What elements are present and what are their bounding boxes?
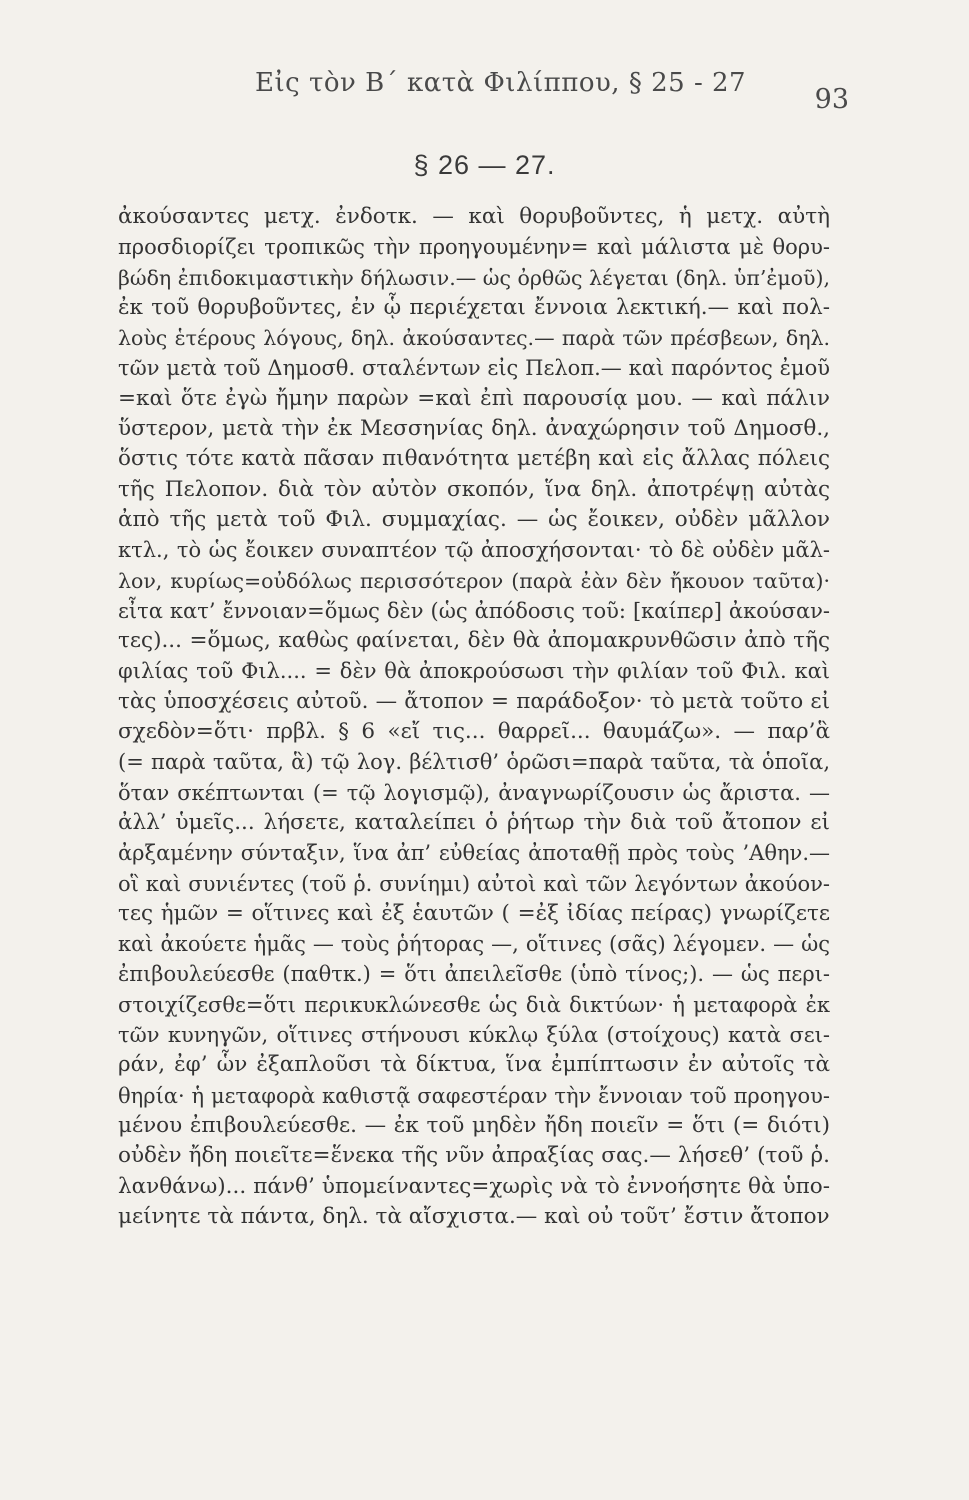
text-line: τες)... =ὅμως, καθὼς φαίνεται, δὲν θὰ ἀπομακρυνθῶσιν ἀπὸ τῆς (118, 628, 830, 654)
text-line: λον, κυρίως=οὐδόλως περισσότερον (παρὰ ἐὰν δὲν ἤκουον ταῦτα)· (118, 568, 830, 593)
text-line: ἀρξαμένην σύνταξιν, ἵνα ἀπ’ εὐθείας ἀποταθῇ πρὸς τοὺς ’Αθην.— (118, 841, 830, 866)
text-line: ὅστις τότε κατὰ πᾶσαν πιθανότητα μετέβη καὶ εἰς ἄλλας πόλεις (118, 446, 830, 472)
text-line: τῶν κυνηγῶν, οἵτινες στήνουσι κύκλῳ ξύλα (στοίχους) κατὰ σει- (118, 1023, 830, 1048)
text-line: τες ἡμῶν = οἵτινες καὶ ἐξ ἑαυτῶν ( =ἐξ ἰδίας πείρας) γνωρίζετε (118, 900, 830, 926)
running-title: Εἰς τὸν Β΄ κατὰ Φιλίππου, § 25 - 27 (255, 68, 747, 98)
text-line: στοιχίζεσθε=ὅτι περικυκλώνεσθε ὡς διὰ δικτύων· ἡ μεταφορὰ ἐκ (118, 992, 830, 1017)
text-line: σχεδὸν=ὅτι· πρβλ. § 6 «εἴ τις... θαρρεῖ... θαυμάζω». — παρ’ἃ (118, 719, 830, 745)
text-line: τὰς ὑποσχέσεις αὐτοῦ. — ἄτοπον = παράδοξον· τὸ μετὰ τοῦτο εἰ (118, 688, 830, 714)
text-line: λοὺς ἑτέρους λόγους, δηλ. ἀκούσαντες.— παρὰ τῶν πρέσβεων, δηλ. (118, 326, 830, 351)
text-line: ἐπιβουλεύεσθε (παθτκ.) = ὅτι ἀπειλεῖσθε (ὑπὸ τίνος;). — ὡς περι- (118, 962, 830, 987)
text-line: ἐκ τοῦ θορυβοῦντες, ἐν ᾧ περιέχεται ἔννοια λεκτική.— καὶ πολ- (118, 294, 830, 320)
text-line: τῆς Πελοπον. διὰ τὸν αὐτὸν σκοπόν, ἵνα δηλ. ἀποτρέψῃ αὐτὰς (118, 476, 830, 502)
text-line: ὅταν σκέπτωνται (= τῷ λογισμῷ), ἀναγνωρίζουσιν ὡς ἄριστα. — (118, 780, 830, 805)
text-line: κτλ., τὸ ὡς ἔοικεν συναπτέον τῷ ἀποσχήσονται· τὸ δὲ οὐδὲν μᾶλ- (118, 538, 830, 563)
text-line: καὶ ἀκούετε ἡμᾶς — τοὺς ῥήτορας —, οἵτινες (σᾶς) λέγομεν. — ὡς (118, 932, 830, 957)
text-line: βώδη ἐπιδοκιμαστικὴν δήλωσιν.— ὡς ὀρθῶς λέγεται (δηλ. ὑπ’ἐμοῦ), (118, 265, 830, 290)
text-line: ἀλλ’ ὑμεῖς... λήσετε, καταλείπει ὁ ῥήτωρ τὴν διὰ τοῦ ἄτοπον εἰ (118, 809, 830, 835)
text-line: εἶτα κατ’ ἔννοιαν=ὅμως δὲν (ὡς ἀπόδοσις τοῦ: [καίπερ] ἀκούσαν- (118, 598, 830, 623)
text-line: θηρία· ἡ μεταφορὰ καθιστᾷ σαφεστέραν τὴν ἔννοιαν τοῦ προηγου- (118, 1083, 830, 1108)
text-line: =καὶ ὅτε ἐγὼ ἤμην παρὼν =καὶ ἐπὶ παρουσίᾳ μου. — καὶ πάλιν (118, 385, 830, 411)
text-line: ράν, ἐφ’ ὧν ἐξαπλοῦσι τὰ δίκτυα, ἵνα ἐμπίπτωσιν ἐν αὐτοῖς τὰ (118, 1052, 830, 1078)
text-line: λανθάνω)... πάνθ’ ὑπομείναντες=χωρὶς νὰ τὸ ἐννοήσητε θὰ ὑπο- (118, 1173, 830, 1199)
running-header (0, 68, 969, 115)
text-line: ἀπὸ τῆς μετὰ τοῦ Φιλ. συμμαχίας. — ὡς ἔοικεν, οὐδὲν μᾶλλον (118, 506, 830, 532)
page-number: 93 (814, 84, 849, 115)
commentary-text (118, 202, 830, 1232)
text-line: προσδιορίζει τροπικῶς τὴν προηγουμένην= καὶ μάλιστα μὲ θορυ- (118, 235, 830, 260)
text-line: μείνητε τὰ πάντα, δηλ. τὰ αἴσχιστα.— καὶ οὐ τοῦτ’ ἔστιν ἄτοπον (118, 1203, 830, 1229)
text-line: ἀκούσαντες μετχ. ἐνδοτκ. — καὶ θορυβοῦντες, ἡ μετχ. αὐτὴ (118, 204, 830, 229)
text-line: φιλίας τοῦ Φιλ.... = δὲν θὰ ἀποκρούσωσι τὴν φιλίαν τοῦ Φιλ. καὶ (118, 659, 830, 684)
text-line: οὐδὲν ἤδη ποιεῖτε=ἕνεκα τῆς νῦν ἀπραξίας σας.— λήσεθ’ (τοῦ ῥ. (118, 1143, 830, 1169)
text-line: ὕστερον, μετὰ τὴν ἐκ Μεσσηνίας δηλ. ἀναχώρησιν τοῦ Δημοσθ., (118, 416, 830, 442)
text-line: (= παρὰ ταῦτα, ἃ) τῷ λογ. βέλτισθ’ ὁρῶσι=παρὰ ταῦτα, τὰ ὁποῖα, (118, 750, 830, 775)
text-line: μένου ἐπιβουλεύεσθε. — ἐκ τοῦ μηδὲν ἤδη ποιεῖν = ὅτι (= διότι) (118, 1112, 830, 1138)
text-line: οἳ καὶ συνιέντες (τοῦ ῥ. συνίημι) αὐτοὶ καὶ τῶν λεγόντων ἀκούον- (118, 871, 830, 896)
text-line: τῶν μετὰ τοῦ Δημοσθ. σταλέντων εἰς Πελοπ.— καὶ παρόντος ἐμοῦ (118, 356, 830, 381)
section-heading: § 26 — 27. (413, 150, 556, 180)
